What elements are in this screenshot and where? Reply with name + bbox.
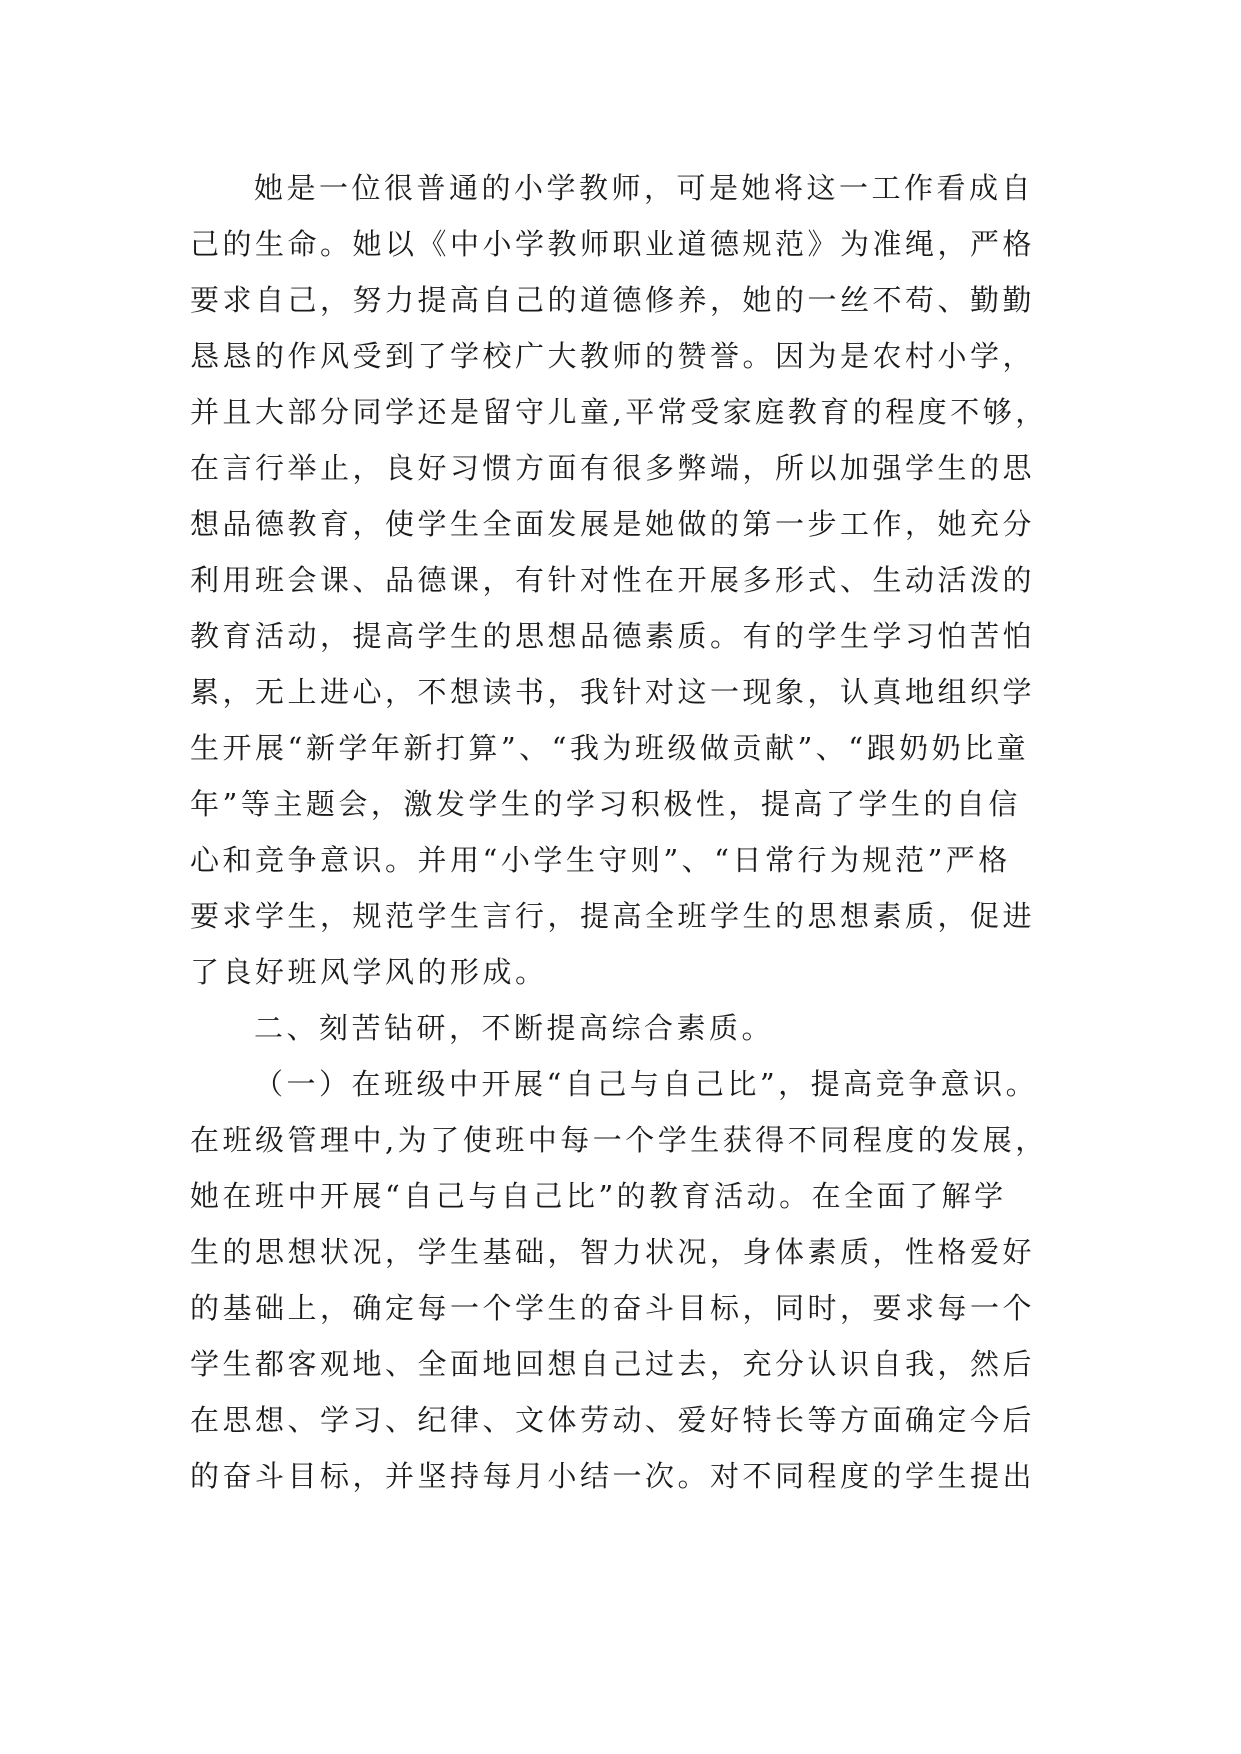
paragraph-1-line-12: 年”等主题会，激发学生的学习积极性，提高了学生的自信 [190,787,1021,821]
paragraph-2-line-2: 她在班中开展“自己与自己比”的教育活动。在全面了解学 [190,1179,1007,1213]
paragraph-2-line-4: 的基础上，确定每一个学生的奋斗目标，同时，要求每一个 [190,1291,1036,1325]
paragraph-1-line-6: 在言行举止，良好习惯方面有很多弊端，所以加强学生的思 [190,451,1036,485]
paragraph-1-line-11: 生开展“新学年新打算”、“我为班级做贡献”、“跟奶奶比童 [190,731,1030,765]
paragraph-1-line-4: 恳恳的作风受到了学校广大教师的赞誉。因为是农村小学， [190,339,1036,373]
paragraph-1-line-8: 利用班会课、品德课，有针对性在开展多形式、生动活泼的 [190,563,1036,597]
paragraph-1-line-7: 想品德教育，使学生全面发展是她做的第一步工作，她充分 [190,507,1036,541]
paragraph-2-line-3: 生的思想状况，学生基础，智力状况，身体素质，性格爱好 [190,1235,1036,1269]
section-heading: 二、刻苦钻研，不断提高综合素质。 [254,1011,775,1045]
paragraph-1-line-3: 要求自己，努力提高自己的道德修养，她的一丝不苟、勤勤 [190,283,1036,317]
paragraph-1-line-13: 心和竞争意识。并用“小学生守则”、“日常行为规范”严格 [190,843,1011,877]
paragraph-2-line-6: 在思想、学习、纪律、文体劳动、爱好特长等方面确定今后 [190,1403,1036,1437]
paragraph-2-line-1: 在班级管理中,为了使班中每一个学生获得不同程度的发展， [190,1123,1048,1157]
paragraph-2-line-7: 的奋斗目标，并坚持每月小结一次。对不同程度的学生提出 [190,1459,1036,1493]
paragraph-1-line-2: 己的生命。她以《中小学教师职业道德规范》为准绳，严格 [190,227,1036,261]
paragraph-1-line-15: 了良好班风学风的形成。 [190,955,548,989]
paragraph-1-line-9: 教育活动，提高学生的思想品德素质。有的学生学习怕苦怕 [190,619,1036,653]
paragraph-1-line-10: 累，无上进心，不想读书，我针对这一现象，认真地组织学 [190,675,1036,709]
body-text [190,160,1070,1504]
paragraph-1-line-14: 要求学生，规范学生言行，提高全班学生的思想素质，促进 [190,899,1036,933]
paragraph-1-line-1: 她是一位很普通的小学教师，可是她将这一工作看成自 [254,171,1035,205]
paragraph-2-line-5: 学生都客观地、全面地回想自己过去，充分认识自我，然后 [190,1347,1036,1381]
subsection-heading: （一）在班级中开展“自己与自己比”，提高竞争意识。 [254,1067,1039,1101]
paragraph-1-line-5: 并且大部分同学还是留守儿童,平常受家庭教育的程度不够， [190,395,1048,429]
